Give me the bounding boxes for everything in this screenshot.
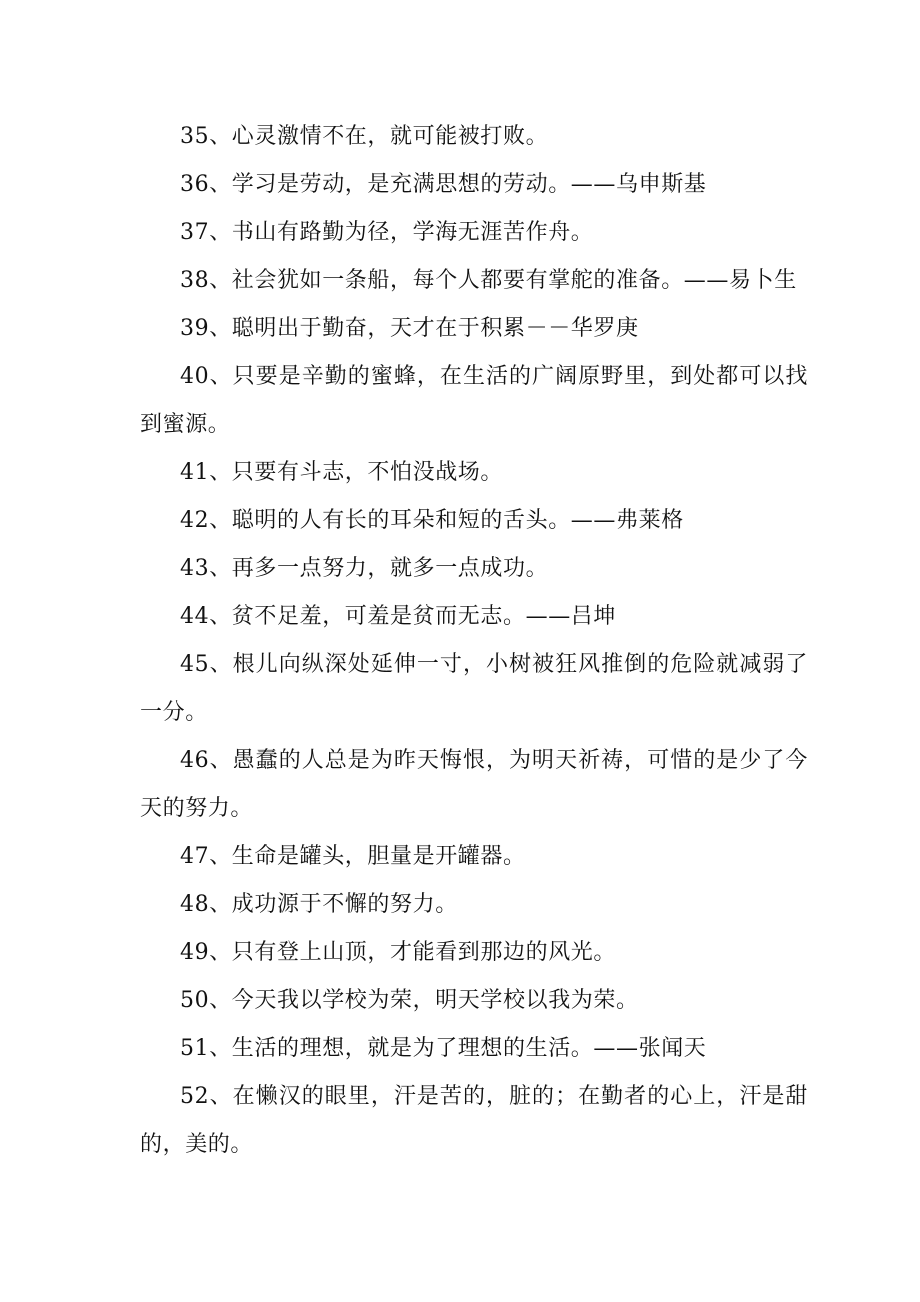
quote-paragraph-45: 45、根儿向纵深处延伸一寸，小树被狂风推倒的危险就减弱了一分。: [140, 652, 808, 725]
quote-paragraph-43: 43、再多一点努力，就多一点成功。: [180, 556, 549, 581]
quote-paragraph-48: 48、成功源于不懈的努力。: [180, 892, 458, 917]
quote-paragraph-42: 42、聪明的人有长的耳朵和短的舌头。——弗莱格: [180, 508, 684, 533]
quote-paragraph-44: 44、贫不足羞，可羞是贫而无志。——吕坤: [180, 604, 616, 629]
quote-paragraph-37: 37、书山有路勤为径，学海无涯苦作舟。: [180, 220, 594, 245]
quote-paragraph-51: 51、生活的理想，就是为了理想的生活。——张闻天: [180, 1036, 707, 1061]
quote-paragraph-36: 36、学习是劳动，是充满思想的劳动。——乌申斯基: [180, 172, 707, 197]
quote-paragraph-38: 38、社会犹如一条船，每个人都要有掌舵的准备。——易卜生: [180, 268, 797, 293]
quote-paragraph-50: 50、今天我以学校为荣，明天学校以我为荣。: [180, 988, 639, 1013]
quote-paragraph-47: 47、生命是罐头，胆量是开罐器。: [180, 844, 526, 869]
quote-paragraph-35: 35、心灵激情不在，就可能被打败。: [180, 124, 549, 149]
quote-paragraph-39: 39、聪明出于勤奋，天才在于积累－－华罗庚: [180, 316, 639, 341]
quote-paragraph-49: 49、只有登上山顶，才能看到那边的风光。: [180, 940, 616, 965]
quote-paragraph-40: 40、只要是辛勤的蜜蜂，在生活的广阔原野里，到处都可以找到蜜源。: [140, 364, 808, 437]
quote-paragraph-46: 46、愚蠢的人总是为昨天悔恨，为明天祈祷，可惜的是少了今天的努力。: [140, 748, 808, 821]
quote-paragraph-41: 41、只要有斗志，不怕没战场。: [180, 460, 503, 485]
document-body: [140, 113, 808, 1169]
quote-paragraph-52: 52、在懒汉的眼里，汗是苦的，脏的；在勤者的心上，汗是甜的，美的。: [140, 1084, 808, 1157]
